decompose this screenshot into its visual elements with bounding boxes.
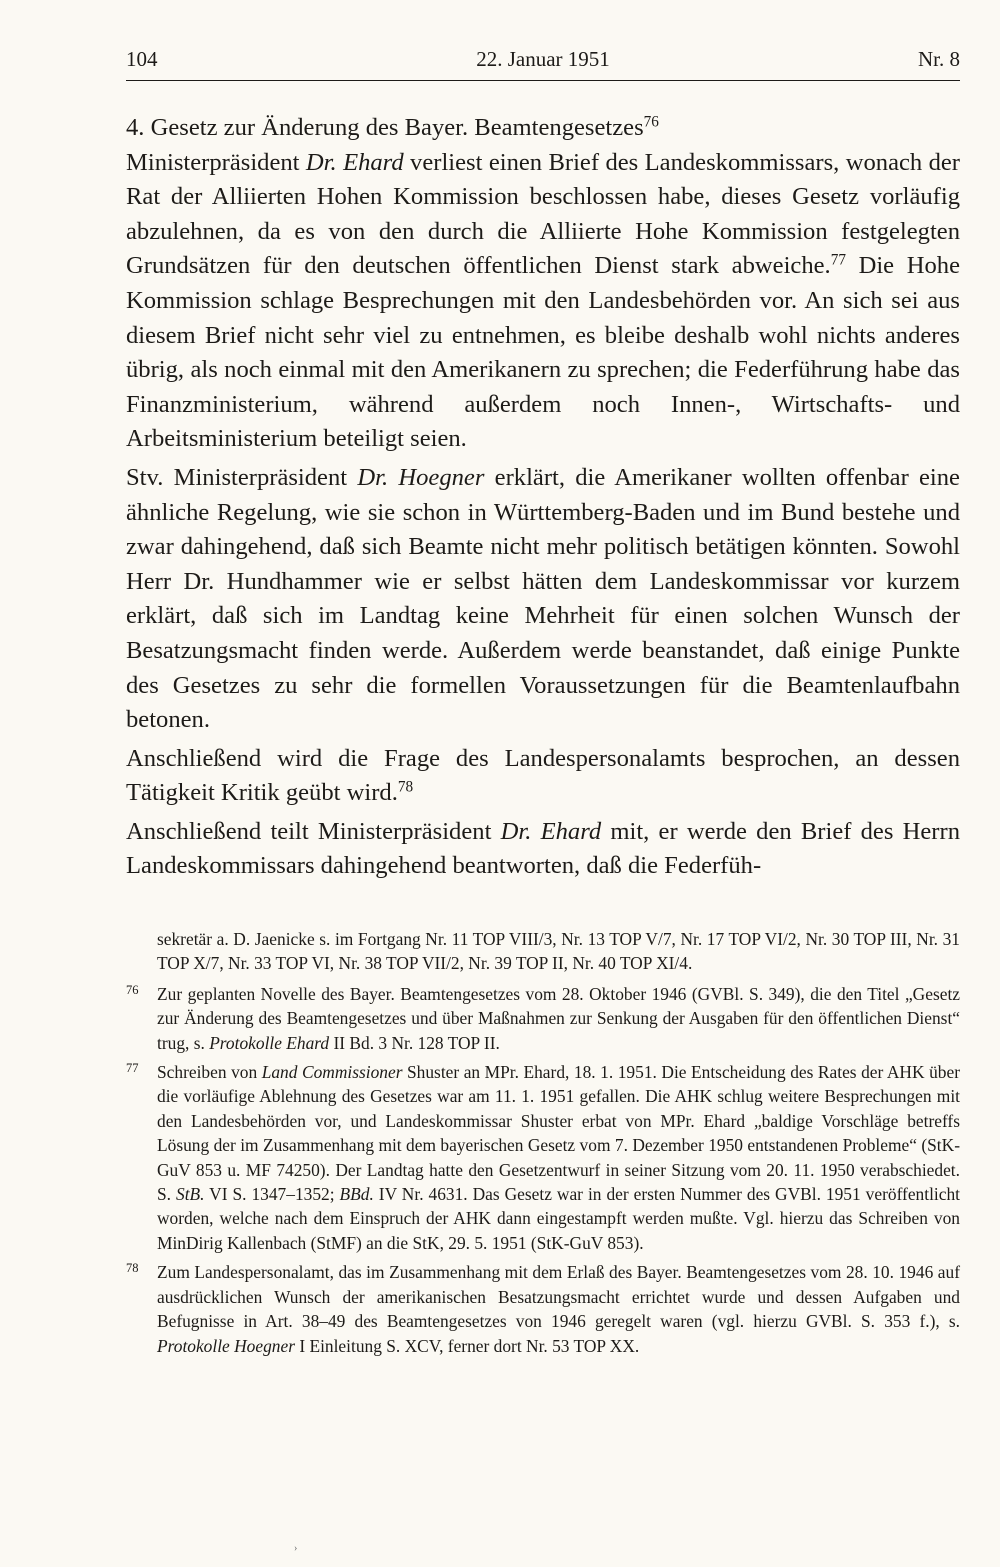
paragraph-1-text-a: Ministerpräsident: [126, 148, 306, 176]
footnote-continued-text: sekretär a. D. Jaenicke s. im Fortgang Nr. 11 TOP VIII/3, Nr. 13 TOP V/7, Nr. 17 TOP VI/2, Nr. 30 TOP III, Nr. 31 TOP X/7, Nr. 33 TOP VI, Nr. 38 TOP VII/2, Nr. 39 TOP II, Nr. 40 TOP XI/4.: [157, 929, 960, 974]
page-number: 104: [126, 47, 158, 71]
footnote-number: 78: [126, 1261, 139, 1276]
paragraph-2-text-a: Stv. Ministerpräsident: [126, 463, 358, 491]
footnote-76-text-a: Zur geplanten Novelle des Bayer. Beamtengesetzes vom 28. Oktober 1946 (GVBl. S. 349), die den Titel „Gesetz zur Änderung des Beamtengesetzes und über Maßnahmen zur Senkung der Ausgaben für den öffentlichen Dienst“ trug, s.: [157, 983, 960, 1053]
footnote-76: [126, 982, 960, 1055]
speaker-name: Dr. Ehard: [305, 148, 404, 176]
paragraph-4: [126, 815, 960, 884]
footnote-number: 77: [126, 1061, 139, 1076]
footnote-continued: [126, 927, 960, 976]
footnote-77-text-d: IV Nr. 4631. Das Gesetz war in der ersten Nummer des GVBl. 1951 veröffentlicht worden, welche nach dem Einspruch der AHK dann eingestampft werden mußte. Vgl. hierzu das Schreiben von MinDirig Kallenbach (StMF) an die StK, 29. 5. 1951 (StK-GuV 853).: [157, 1184, 960, 1253]
paragraph-4-text-b: mit, er werde den Brief des Herrn Landeskommissars dahingehend beantworten, daß die Federfüh-: [126, 817, 960, 880]
paragraph-3: [126, 742, 960, 811]
paragraph-1-text-c: Die Hohe Kommission schlage Besprechungen mit den Landesbehörden vor. An sich sei aus diesem Brief nicht sehr viel zu entnehmen, es bleibe deshalb wohl nichts anderes übrig, als noch einmal mit den Amerikanern zu sprechen; die Federführung habe das Finanzministerium, während außerdem noch Innen-, Wirtschafts- und Arbeitsministerium beteiligt seien.: [126, 252, 960, 453]
main-text: [126, 111, 960, 888]
header-date: 22. Januar 1951: [476, 47, 610, 71]
paragraph-2-text-b: erklärt, die Amerikaner wollten offenbar eine ähnliche Regelung, wie sie schon in Württemberg-Baden und im Bund bestehe und zwar dahingehend, daß sich Beamte nicht mehr politisch betätigen könnten. Sowohl Herr Dr. Hundhammer wie er selbst hätten dem Landeskommissar vor kurzem erklärt, daß sich im Landtag keine Mehrheit für einen solchen Wunsch der Besatzungsmacht finden werde. Außerdem werde beanstandet, daß einige Punkte des Gesetzes zu sehr die formellen Voraussetzungen für die Beamtenlaufbahn betonen.: [126, 463, 960, 734]
footnote-ref-78[interactable]: 78: [397, 778, 414, 796]
footnote-77-text-c: VI S. 1347–1352;: [204, 1184, 340, 1205]
agenda-heading-text: 4. Gesetz zur Änderung des Bayer. Beamtengesetzes: [126, 114, 644, 141]
header-rule: [126, 80, 960, 81]
speaker-name: Dr. Ehard: [500, 817, 602, 845]
header-issue: Nr. 8: [918, 47, 960, 71]
footnote-77-text-b: Shuster an MPr. Ehard, 18. 1. 1951. Die Entscheidung des Rates der AHK über die vorläufige Ablehnung des Gesetzes war am 11. 1. 1951 gefallen. Die AHK schlug weitere Besprechungen mit den Landesbehörden vor, und Landeskommissar Shuster erbat von MPr. Ehard „baldige Vorschläge betreffs Lösung der im Zusammenhang mit dem bayerischen Gesetz vom 7. Dezember 1950 entstandenen Probleme“ (StK-GuV 853 u. MF 74250). Der Landtag hatte den Gesetzentwurf in seiner Sitzung vom 20. 11. 1950 verabschiedet. S.: [157, 1062, 960, 1205]
speaker-name: Dr. Hoegner: [357, 463, 485, 491]
running-header: [126, 44, 960, 78]
print-mark: ›: [294, 1543, 298, 1554]
agenda-heading: [126, 111, 960, 146]
paragraph-4-text-a: Anschließend teilt Ministerpräsident: [126, 817, 501, 845]
footnote-78-italic: Protokolle Hoegner: [157, 1335, 295, 1356]
footnote-78-text-a: Zum Landespersonalamt, das im Zusammenhang mit dem Erlaß des Bayer. Beamtengesetzes vom 28. 10. 1946 auf ausdrücklichen Wunsch der amerikanischen Besatzungsmacht errichtet wurde und dessen Aufgaben und Befugnisse in Art. 38–49 des Beamtengesetzes von 1946 geregelt waren (vgl. hierzu GVBl. S. 353 f.), s.: [157, 1262, 960, 1332]
paragraph-2: [126, 461, 960, 738]
footnote-ref-77[interactable]: 77: [830, 252, 846, 269]
footnote-77-italic-1: Land Commissioner: [261, 1062, 403, 1083]
footnote-77-text-a: Schreiben von: [157, 1062, 262, 1083]
footnote-77-italic-3: BBd.: [339, 1184, 374, 1205]
footnote-78: [126, 1260, 960, 1358]
paragraph-1-text-b: verliest einen Brief des Landeskommissars, wonach der Rat der Alliierten Hohen Kommission beschlossen habe, dieses Gesetz vorläufig abzulehnen, da es von den durch die Alliierte Hohe Kommission festgelegten Grundsätzen für den deutschen öffentlichen Dienst stark abweiche.: [126, 148, 960, 280]
footnote-76-text-b: II Bd. 3 Nr. 128 TOP II.: [329, 1032, 500, 1053]
footnote-number: 76: [126, 982, 139, 997]
paragraph-1: [126, 146, 960, 457]
footnote-77: [126, 1060, 960, 1255]
footnotes: [126, 927, 960, 1363]
footnote-ref-76[interactable]: 76: [643, 113, 659, 131]
paragraph-3-text: Anschließend wird die Frage des Landespersonalamts besprochen, an dessen Tätigkeit Kritik geübt wird.: [126, 744, 960, 807]
footnote-78-text-b: I Einleitung S. XCV, ferner dort Nr. 53 TOP XX.: [294, 1335, 640, 1356]
footnote-77-italic-2: StB.: [176, 1184, 205, 1205]
footnote-76-italic: Protokolle Ehard: [209, 1032, 330, 1053]
